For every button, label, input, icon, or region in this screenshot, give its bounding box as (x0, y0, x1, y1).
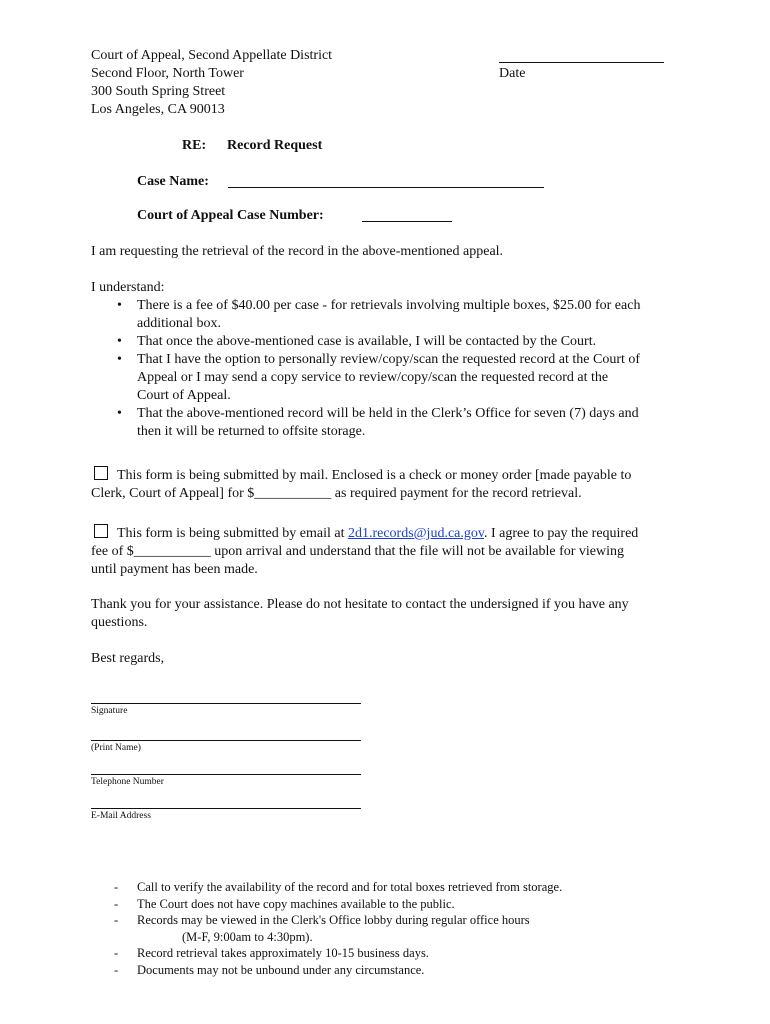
notes-section (91, 879, 711, 978)
notes-list (91, 879, 711, 978)
address-line-3: 300 South Spring Street (91, 84, 226, 99)
print-name-label: (Print Name) (91, 743, 141, 753)
case-name-label: Case Name: (137, 174, 209, 189)
intro-text: I am requesting the retrieval of the record in the above-mentioned appeal. (91, 244, 504, 259)
telephone-label: Telephone Number (91, 777, 164, 787)
case-number-input-line[interactable] (362, 221, 452, 222)
re-value: Record Request (227, 138, 323, 153)
mail-option: This form is being submitted by mail. Enclosed is a check or money order [made payable to Clerk, Court of Appeal] for $___________ as required payment for the record retrieval. (91, 468, 632, 501)
court-address (91, 47, 332, 119)
thanks-text: Thank you for your assistance. Please do not hesitate to contact the undersigned if you have any questions. (91, 597, 629, 630)
address-line-4: Los Angeles, CA 90013 (91, 102, 225, 117)
case-name-input-line[interactable] (228, 187, 544, 188)
signature-label: Signature (91, 706, 128, 716)
email-checkbox[interactable] (94, 524, 108, 538)
list-item: • That once the above-mentioned case is available, I will be contacted by the Court. (91, 333, 711, 351)
list-item: - Call to verify the availability of the record and for total boxes retrieved from storage. (114, 880, 563, 894)
email-address-label: E-Mail Address (91, 811, 151, 821)
understand-list (91, 297, 711, 441)
email-fee-blank[interactable]: $___________ (126, 544, 211, 559)
email-option: This form is being submitted by email at 2d1.records@jud.ca.gov. I agree to pay the required fee of $___________ upon arrival and understand that the file will not be available for viewing until payment has been made. (91, 526, 639, 577)
list-item: - Records may be viewed in the Clerk's Office lobby during regular office hours (M-F, 9:00am to 4:30pm). (114, 913, 530, 944)
address-line-2: Second Floor, North Tower (91, 66, 244, 81)
case-number-label: Court of Appeal Case Number: (137, 208, 324, 223)
understand-label: I understand: (91, 280, 165, 295)
closing-text: Best regards, (91, 651, 165, 666)
list-item: • That the above-mentioned record will be held in the Clerk’s Office for seven (7) days and then it will be returned to offsite storage. (91, 405, 711, 441)
list-item: - The Court does not have copy machines available to the public. (114, 896, 455, 911)
print-name-input-line[interactable] (91, 739, 361, 741)
re-label: RE: (182, 138, 207, 153)
list-item: • There is a fee of $40.00 per case - for retrievals involving multiple boxes, $25.00 for each additional box. (91, 297, 711, 333)
list-item: - Record retrieval takes approximately 10-15 business days. (114, 946, 429, 960)
list-item: • That I have the option to personally review/copy/scan the requested record at the Court of Appeal or I may send a copy service to review/copy/scan the requested record at the Court of Appeal. (91, 351, 711, 405)
signature-input-line[interactable] (91, 702, 361, 704)
date-input-line[interactable] (499, 62, 664, 63)
email-input-line[interactable] (91, 807, 361, 809)
address-line-1: Court of Appeal, Second Appellate District (91, 48, 333, 63)
mail-amount-blank[interactable]: ___________ (254, 486, 332, 501)
list-item: - Documents may not be unbound under any circumstance. (114, 962, 425, 977)
telephone-input-line[interactable] (91, 773, 361, 775)
understand-section (91, 279, 711, 441)
mail-checkbox[interactable] (94, 466, 108, 480)
date-label: Date (499, 66, 526, 81)
records-email-link[interactable]: 2d1.records@jud.ca.gov (347, 526, 484, 541)
